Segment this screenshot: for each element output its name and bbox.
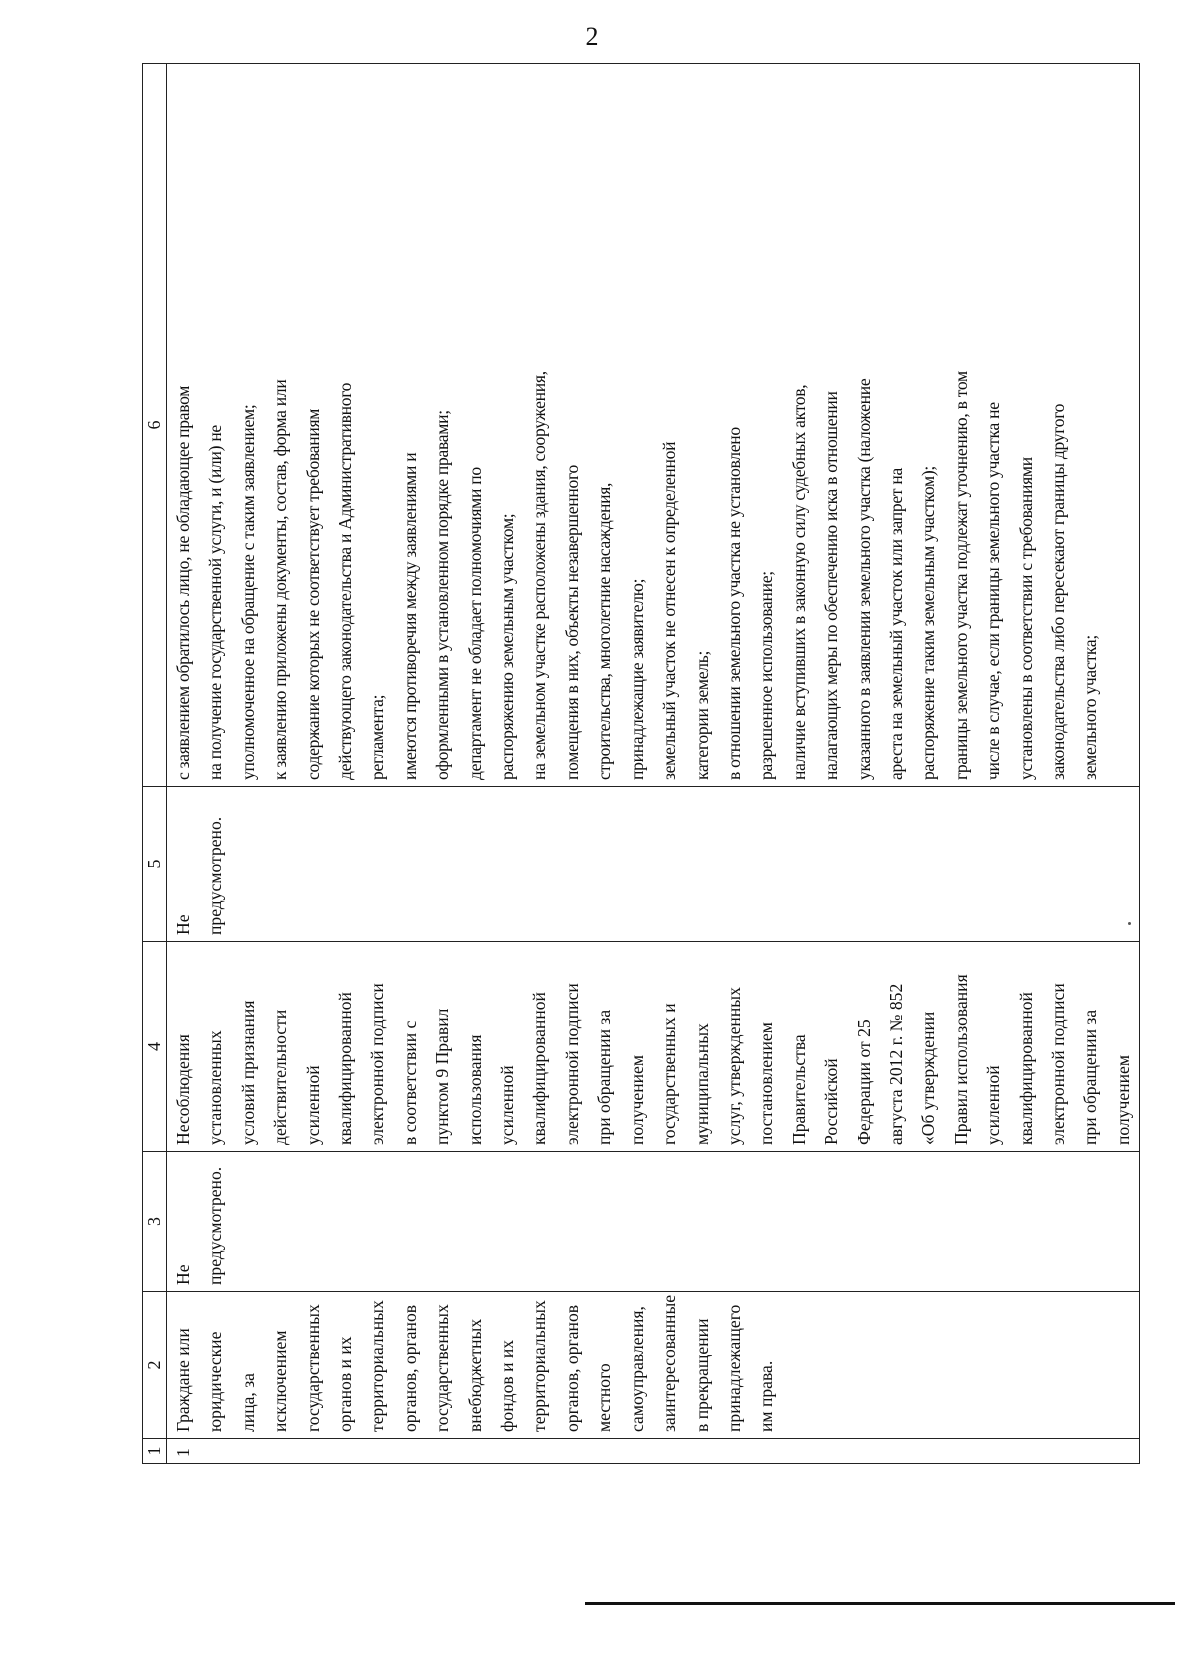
cell-column-3 [167,1152,1140,1292]
column-header-5: 5 [143,787,167,942]
cell-text-line: действительности [270,1009,291,1145]
cell-text-line: государственных [432,1304,453,1432]
cell-text-line: принадлежащего [723,1304,744,1432]
cell-text-line: помещения в них, объекты незавершенного [561,465,582,780]
cell-text-line: лица, за [237,1373,258,1432]
cell-applicants [167,1292,1140,1439]
cell-text-line: Не [173,1264,193,1285]
cell-text-line: к заявлению приложены документы, состав, форма или [270,379,291,780]
cell-text-line: при обращении за [1080,1009,1101,1145]
cell-text-line: муниципальных [691,1023,712,1145]
cell-text-line: Правительства [788,1034,809,1145]
cell-text-line: предусмотрено. [205,816,226,935]
cell-text-line: условий признания [237,1000,258,1145]
cell-text-line: получением [1112,1055,1133,1145]
cell-text-line: органов и их [335,1336,356,1432]
table-frame [142,64,1133,1464]
cell-text-line: государственных и [659,1003,680,1145]
column-header-3: 3 [143,1152,167,1292]
cell-text-line: 1 [173,1448,193,1457]
cell-text-line: Граждане или [173,1328,193,1432]
cell-text-line: действующего законодательства и Административного [335,382,356,780]
cell-column-5 [167,787,1140,942]
cell-text-line: при обращении за [594,1009,615,1145]
cell-text-line: в отношении земельного участка не установлено [723,427,744,780]
cell-text-line: на получение государственной услуги, и (или) не [205,425,226,780]
cell-text-line: услуг, утвержденных [723,987,744,1145]
cell-text-line: «Об утверждении [918,1011,939,1145]
cell-text-line: департамент не обладает полномочиями по [464,467,485,780]
cell-text-line: органов, органов [561,1304,582,1432]
cell-text-line: ареста на земельный участок или запрет на [885,468,906,780]
cell-text-line: указанного в заявлении земельного участка (наложение [853,378,874,780]
cell-text-line: Российской [821,1058,842,1145]
cell-text-line: Несоблюдения [173,1034,193,1145]
cell-text-line: в соответствии с [399,1020,420,1145]
cell-text-line: государственных [302,1304,323,1432]
cell-text-line: им права. [756,1360,777,1432]
cell-text-line: содержание которых не соответствует требованиям [302,408,323,780]
cell-text-line: предусмотрено. [205,1166,226,1285]
cell-refusal-grounds [167,64,1140,787]
table-header-row [143,64,167,1464]
cell-text-line: числе в случае, если границы земельного участка не [983,402,1004,780]
cell-text-line: квалифицированной [529,992,550,1145]
cell-text-line: использования [464,1034,485,1145]
scan-speck [1128,922,1131,925]
cell-text-line: электронной подписи [1047,983,1068,1145]
cell-text-line: уполномоченное на обращение с таким заявлением; [237,404,258,780]
cell-text-line: распоряжение таким земельным участком); [918,465,939,780]
cell-text-line: Не [173,914,193,935]
cell-text-line: постановлением [756,1022,777,1145]
cell-text-line: законодательства либо пересекают границы другого [1047,403,1068,780]
cell-text-line: квалифицированной [1015,992,1036,1145]
cell-text-line: регламента; [367,694,388,780]
cell-signature-grounds [167,942,1140,1152]
cell-text-line: категории земель; [691,650,712,780]
cell-text-line: самоуправления, [626,1306,647,1432]
cell-text-line: в прекращении [691,1318,712,1432]
cell-text-line: разрешенное использование; [756,571,777,780]
cell-text-line: исключением [270,1330,291,1432]
cell-text-line: фондов и их [497,1339,518,1432]
cell-text-line: органов, органов [399,1304,420,1432]
column-header-2: 2 [143,1292,167,1439]
column-header-4: 4 [143,942,167,1152]
cell-text-line: наличие вступивших в законную силу судебных актов, [788,384,809,780]
cell-text-line: усиленной [497,1065,518,1145]
cell-text-line: территориальных [529,1300,550,1432]
cell-text-line: юридические [205,1331,226,1432]
table-row [167,64,1140,1464]
cell-text-line: августа 2012 г. № 852 [885,983,906,1145]
cell-text-line: налагающих меры по обеспечению иска в отношении [821,391,842,780]
cell-text-line: усиленной [302,1065,323,1145]
cell-text-line: местного [594,1363,615,1432]
cell-text-line: границы земельного участка подлежат уточнению, в том [950,371,971,780]
cell-text-line: оформленными в установленном порядке правами; [432,410,453,780]
column-header-1: 1 [143,1439,167,1464]
cell-text-line: электронной подписи [561,983,582,1145]
cell-text-line: усиленной [983,1065,1004,1145]
cell-text-line: установленных [205,1030,226,1145]
rotated-table-container [142,64,1133,1464]
cell-text-line: пунктом 9 Правил [432,1008,453,1145]
cell-text-line: внебюджетных [464,1318,485,1432]
cell-text-line: земельного участка; [1080,635,1101,780]
column-header-6: 6 [143,64,167,787]
cell-text-line: распоряжению земельным участком; [497,513,518,780]
cell-text-line: Федерации от 25 [853,1019,874,1145]
grounds-table [142,63,1140,1464]
cell-text-line: квалифицированной [335,992,356,1145]
cell-text-line: на земельном участке расположены здания, сооружения, [529,371,550,780]
cell-text-line: заинтересованные [659,1294,680,1432]
cell-text-line: с заявлением обратилось лицо, не обладающее правом [173,385,193,780]
cell-text-line: принадлежащие заявителю; [626,578,647,780]
cell-text-line: Правил использования [950,974,971,1145]
page-number: 2 [585,22,599,51]
cell-text-line: земельный участок не отнесен к определенной [659,441,680,780]
cell-text-line: имеются противоречия между заявлениями и [399,452,420,780]
cell-text-line: территориальных [367,1300,388,1432]
cell-text-line: электронной подписи [367,983,388,1145]
cell-text-line: получением [626,1055,647,1145]
cell-text-line: строительства, многолетние насаждения, [594,482,615,780]
cell-number [167,1439,1140,1464]
footer-rule [585,1602,1175,1605]
cell-text-line: установлены в соответствии с требованиями [1015,457,1036,780]
